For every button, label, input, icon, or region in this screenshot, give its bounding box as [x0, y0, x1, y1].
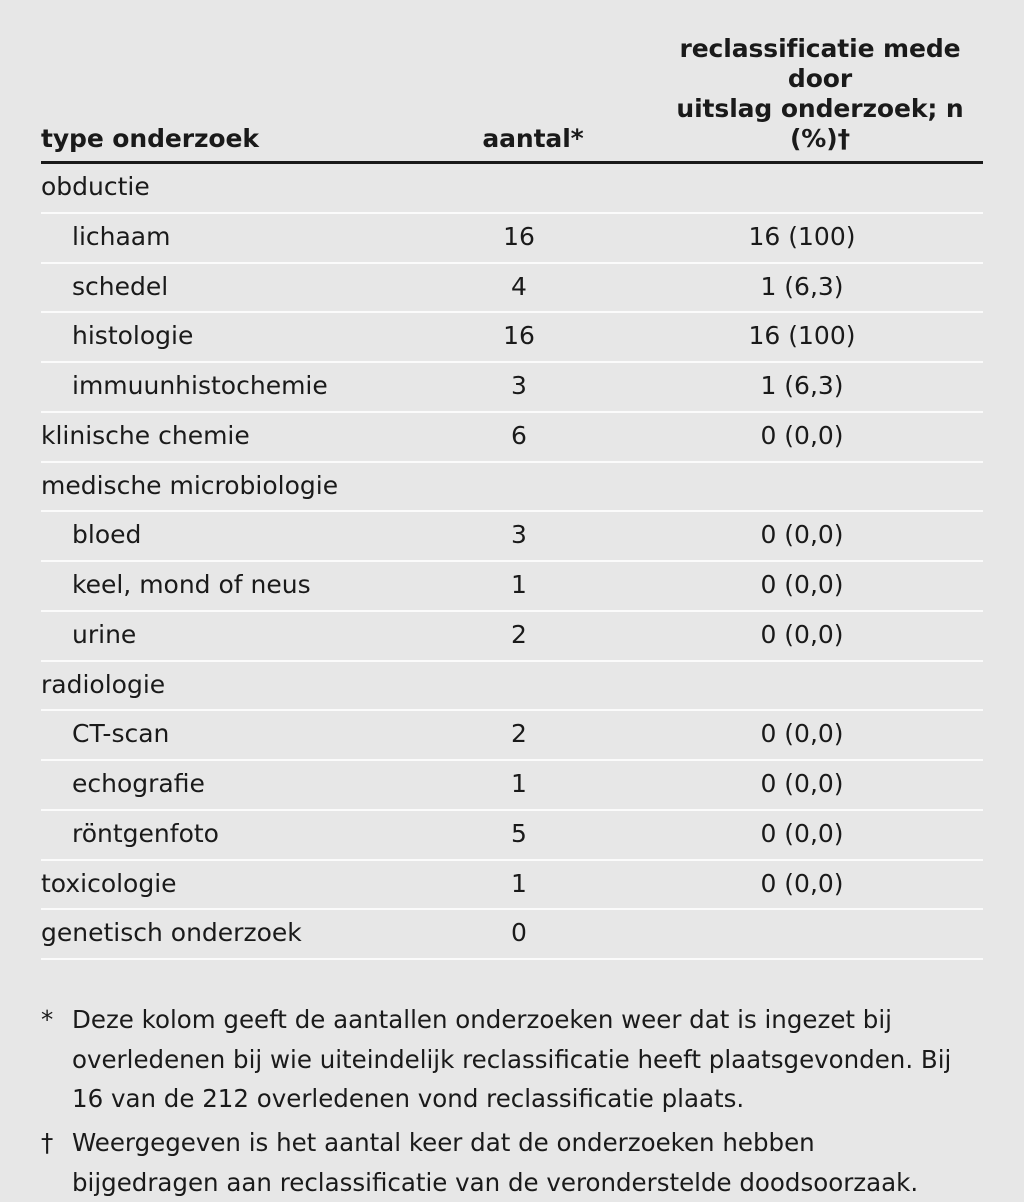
row-count: 1 [427, 561, 639, 611]
column-header-reclassificatie [639, 34, 983, 163]
row-reclassification: 0 (0,0) [639, 860, 983, 910]
table-footnotes [41, 1000, 983, 1202]
row-sublabel: immuunhistochemie [41, 362, 427, 412]
row-reclassification: 0 (0,0) [639, 412, 983, 462]
footnote-marker: * [41, 1005, 54, 1034]
row-count: 3 [427, 511, 639, 561]
table-row [41, 810, 983, 860]
row-reclassification: 0 (0,0) [639, 511, 983, 561]
row-count: 1 [427, 760, 639, 810]
row-sublabel: schedel [41, 263, 427, 313]
table-row [41, 213, 983, 263]
row-sublabel: echografie [41, 760, 427, 810]
row-count: 5 [427, 810, 639, 860]
row-count: 2 [427, 611, 639, 661]
row-count [427, 661, 639, 711]
table-body [41, 163, 983, 960]
footnote-text: Weergegeven is het aantal keer dat de onderzoeken hebben bijgedragen aan reclassificatie van de veronderstelde doodsoorzaak. [72, 1128, 919, 1197]
table-row [41, 611, 983, 661]
row-reclassification [639, 462, 983, 512]
row-count: 0 [427, 909, 639, 959]
row-count [427, 462, 639, 512]
row-count: 1 [427, 860, 639, 910]
column-header-reclassificatie-line1: reclassificatie mede door [679, 34, 961, 93]
table-row [41, 860, 983, 910]
footnote [41, 1123, 983, 1202]
row-count: 16 [427, 312, 639, 362]
row-count [427, 163, 639, 213]
row-count: 3 [427, 362, 639, 412]
row-reclassification: 0 (0,0) [639, 611, 983, 661]
row-count: 6 [427, 412, 639, 462]
row-reclassification: 16 (100) [639, 312, 983, 362]
row-reclassification: 1 (6,3) [639, 263, 983, 313]
row-label: medische microbiologie [41, 462, 427, 512]
footnote-text: Deze kolom geeft de aantallen onderzoeken weer dat is ingezet bij overledenen bij wie uiteindelijk reclassificatie heeft plaatsgevonden. Bij 16 van de 212 overledenen vond reclassificatie plaats. [72, 1005, 952, 1114]
research-type-table [41, 34, 983, 960]
column-header-type-onderzoek: type onderzoek [41, 34, 427, 163]
row-label: klinische chemie [41, 412, 427, 462]
row-count: 2 [427, 710, 639, 760]
row-sublabel: lichaam [41, 213, 427, 263]
row-reclassification: 0 (0,0) [639, 760, 983, 810]
table-row [41, 312, 983, 362]
table-row [41, 511, 983, 561]
table-row [41, 760, 983, 810]
row-sublabel: keel, mond of neus [41, 561, 427, 611]
row-sublabel: CT-scan [41, 710, 427, 760]
footnote [41, 1000, 983, 1119]
row-label: radiologie [41, 661, 427, 711]
row-count: 16 [427, 213, 639, 263]
column-header-aantal: aantal* [427, 34, 639, 163]
row-reclassification [639, 909, 983, 959]
table-row [41, 163, 983, 213]
row-reclassification [639, 163, 983, 213]
table-row [41, 362, 983, 412]
row-sublabel: bloed [41, 511, 427, 561]
row-count: 4 [427, 263, 639, 313]
table-figure [0, 34, 1024, 1197]
table-row [41, 661, 983, 711]
row-label: genetisch onderzoek [41, 909, 427, 959]
row-label: toxicologie [41, 860, 427, 910]
table-row [41, 263, 983, 313]
row-reclassification: 1 (6,3) [639, 362, 983, 412]
row-sublabel: röntgenfoto [41, 810, 427, 860]
column-header-reclassificatie-line2: uitslag onderzoek; n (%)† [676, 94, 964, 153]
row-reclassification [639, 661, 983, 711]
table-row [41, 412, 983, 462]
row-reclassification: 0 (0,0) [639, 561, 983, 611]
footnote-marker: † [41, 1128, 54, 1158]
table-row [41, 462, 983, 512]
table-head [41, 34, 983, 163]
row-sublabel: histologie [41, 312, 427, 362]
table-row [41, 909, 983, 959]
row-label: obductie [41, 163, 427, 213]
row-reclassification: 0 (0,0) [639, 810, 983, 860]
table-row [41, 710, 983, 760]
row-sublabel: urine [41, 611, 427, 661]
table-row [41, 561, 983, 611]
table-header-row [41, 34, 983, 163]
row-reclassification: 16 (100) [639, 213, 983, 263]
row-reclassification: 0 (0,0) [639, 710, 983, 760]
